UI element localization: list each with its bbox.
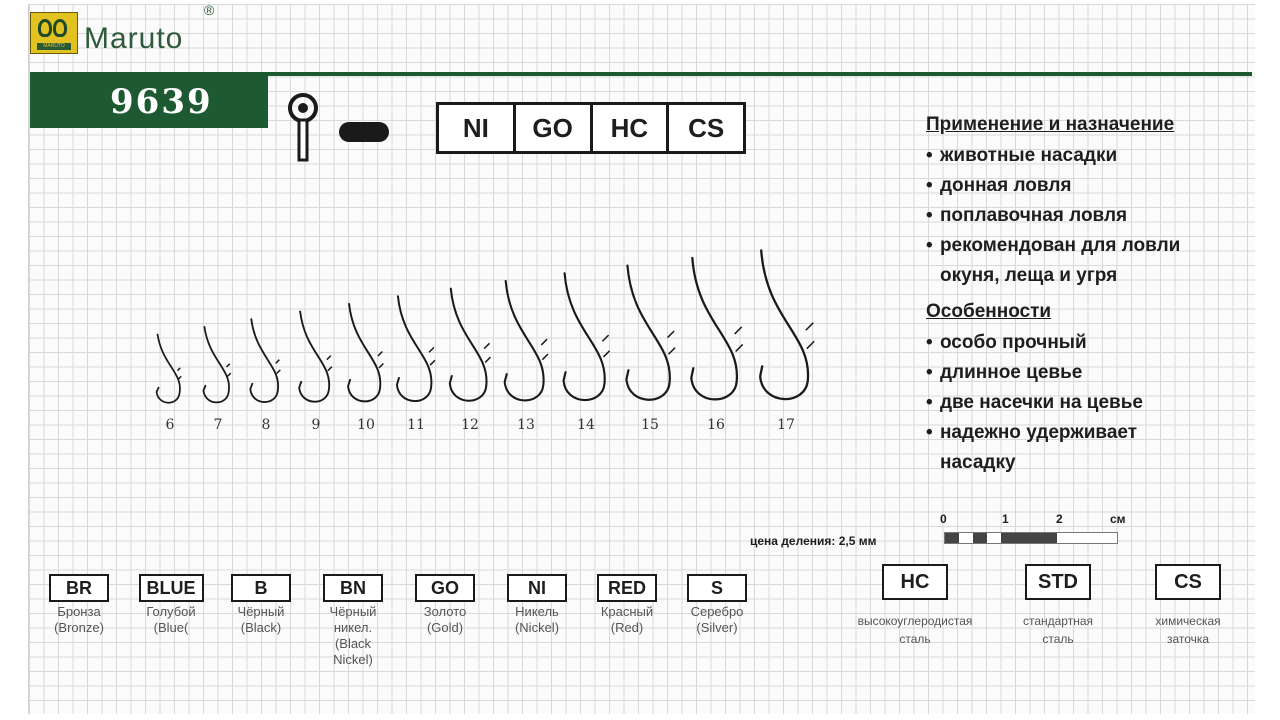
hook-size-label: 7 bbox=[213, 417, 223, 433]
hook-slice bbox=[178, 376, 181, 379]
feature-item-continued: насадку bbox=[940, 452, 1016, 473]
code-ni: NI bbox=[462, 112, 489, 143]
hook-size-label: 8 bbox=[261, 417, 271, 433]
hook-15 bbox=[626, 266, 675, 400]
hook-8 bbox=[250, 319, 280, 402]
coating-ni: NI Никель (Nickel) bbox=[502, 574, 572, 636]
hook-slice bbox=[603, 351, 609, 357]
hook-slice bbox=[542, 354, 548, 360]
hook-size-label: 15 bbox=[641, 417, 659, 433]
hook-12 bbox=[450, 289, 491, 401]
scale-ruler bbox=[750, 512, 1140, 552]
hook-size-label: 13 bbox=[517, 417, 535, 433]
hook-slice bbox=[379, 364, 383, 368]
hook-7 bbox=[203, 327, 230, 403]
coating-red: RED Красный (Red) bbox=[592, 574, 662, 636]
coating-br: BR Бронза (Bronze) bbox=[44, 574, 114, 636]
purpose-item: • рекомендован для ловли bbox=[926, 235, 1181, 256]
hook-size-label: 14 bbox=[577, 417, 595, 433]
coating-bn: BN Чёрный никел. (Black Nickel) bbox=[318, 574, 388, 668]
purpose-item-continued: окуня, леща и угря bbox=[940, 265, 1118, 286]
hook-slice bbox=[276, 360, 280, 364]
steel-std: STD стандартная сталь bbox=[1000, 564, 1116, 648]
hook-size-label: 17 bbox=[777, 417, 795, 433]
hook-slice bbox=[277, 370, 281, 374]
scale-tick-2: 2 bbox=[1056, 512, 1063, 526]
code-go: GO bbox=[513, 105, 590, 151]
coating-s: S Серебро (Silver) bbox=[682, 574, 752, 636]
hook-size-label: 11 bbox=[407, 417, 425, 433]
coating-b: B Чёрный (Black) bbox=[226, 574, 296, 636]
scale-tick-1: 1 bbox=[1002, 512, 1009, 526]
hook-slice bbox=[541, 339, 547, 345]
hook-slice bbox=[736, 344, 743, 351]
hook-slice bbox=[429, 347, 434, 352]
scale-label: цена деления: 2,5 мм bbox=[750, 534, 877, 548]
purpose-item: • животные насадки bbox=[926, 145, 1118, 166]
purpose-item: • поплавочная ловля bbox=[926, 205, 1128, 226]
hook-slice bbox=[327, 356, 331, 360]
hook-17 bbox=[760, 250, 814, 399]
hook-size-label: 12 bbox=[461, 417, 479, 433]
registered-mark: ® bbox=[204, 2, 215, 18]
hook-size-label: 10 bbox=[357, 417, 375, 433]
steel-hc: HC высокоуглеродистая сталь bbox=[832, 564, 998, 648]
hook-slice bbox=[177, 368, 180, 371]
feature-item: • надежно удерживает bbox=[926, 422, 1138, 443]
hook-slice bbox=[735, 327, 742, 334]
hook-slice bbox=[484, 343, 489, 348]
hook-16 bbox=[691, 258, 742, 399]
features-heading: Особенности bbox=[926, 301, 1052, 322]
hook-11 bbox=[397, 296, 435, 401]
hook-slice bbox=[669, 348, 676, 355]
coating-go: GO Золото (Gold) bbox=[410, 574, 480, 636]
hook-slice bbox=[807, 341, 814, 348]
model-number: 9639 bbox=[30, 76, 268, 128]
hook-size-label: 9 bbox=[311, 417, 321, 433]
brand-name: Maruto bbox=[84, 22, 184, 55]
info-panel bbox=[926, 114, 1180, 478]
steel-cs: CS химическая заточка bbox=[1136, 564, 1240, 648]
hook-slice bbox=[430, 360, 435, 365]
scale-tick-0: 0 bbox=[940, 512, 947, 526]
hook-slice bbox=[485, 357, 490, 362]
purpose-heading: Применение и назначение bbox=[926, 114, 1175, 135]
hook-slice bbox=[602, 335, 608, 341]
feature-item: • длинное цевье bbox=[926, 362, 1083, 383]
code-hc: HC bbox=[590, 105, 667, 151]
hook-slice bbox=[328, 367, 332, 371]
purpose-item: • донная ловля bbox=[926, 175, 1072, 196]
hook-9 bbox=[299, 312, 332, 402]
coating-blue: BLUE Голубой (Blue( bbox=[136, 574, 206, 636]
hook-6 bbox=[157, 335, 182, 403]
feature-item: • особо прочный bbox=[926, 332, 1087, 353]
hook-slice bbox=[228, 373, 231, 376]
hook-14 bbox=[564, 273, 610, 400]
hook-slice bbox=[806, 323, 813, 330]
hook-slice bbox=[668, 331, 675, 338]
hook-13 bbox=[505, 281, 548, 400]
hook-slice bbox=[227, 364, 230, 367]
feature-item: • две насечки на цевье bbox=[926, 392, 1143, 413]
hook-10 bbox=[348, 304, 383, 401]
scale-bar bbox=[944, 532, 1118, 544]
scale-unit: см bbox=[1110, 512, 1126, 526]
hook-slice bbox=[378, 352, 382, 356]
code-cs: CS bbox=[666, 105, 743, 151]
hook-size-label: 16 bbox=[707, 417, 725, 433]
logo-mark-text: MARUTO bbox=[37, 43, 71, 50]
hook-size-label: 6 bbox=[165, 417, 175, 433]
